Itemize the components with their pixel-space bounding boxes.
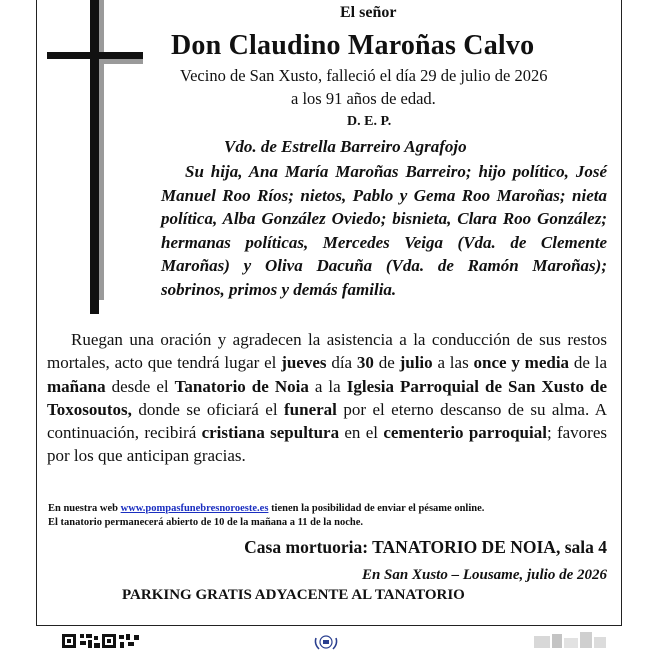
deceased-name: Don Claudino Maroñas Calvo bbox=[171, 30, 535, 61]
anniversary-badge-icon bbox=[313, 632, 339, 650]
service-paragraph: Ruegan una oración y agradecen la asistencia a la conducción de sus restos mortales, acto que tendrá lugar el jueves día 30 de julio a las once y media de la mañana desde el Tanatorio de Noia a la Iglesia Parroquial de San Xusto de Toxosoutos, donde se oficiará el funeral por el eterno descanso de su alma. A continuación, recibirá cristiana sepultura en el cementerio parroquial; favores por los que anticipan gracias. bbox=[47, 330, 608, 466]
cross-icon bbox=[47, 0, 147, 320]
qr-code-icon bbox=[62, 632, 142, 650]
death-detail-line-2: a los 91 años de edad. bbox=[291, 89, 436, 108]
parking-notice: PARKING GRATIS ADYACENTE AL TANATORIO bbox=[122, 587, 465, 603]
website-link[interactable]: www.pompasfunebresnoroeste.es bbox=[120, 503, 269, 514]
mourners-paragraph: Su hija, Ana María Maroñas Barreiro; hijo político, José Manuel Roo Ríos; nietos, Pablo y Gema Roo Maroñas; nieta política, Alba González Oviedo; bisnieta, Clara Roo González; hermanas políticas, Mercedes Veiga (Vda. de Clemente Maroñas) y Oliva Dacuña (Vda. de Ramón Maroñas); sobrinos, primos y demás familia. bbox=[161, 162, 607, 299]
place-date: En San Xusto – Lousame, julio de 2026 bbox=[361, 567, 607, 583]
widow-line: Vdo. de Estrella Barreiro Agrafojo bbox=[224, 137, 467, 156]
casa-mortuoria: Casa mortuoria: TANATORIO DE NOIA, sala 4 bbox=[244, 537, 607, 557]
title-prefix: El señor bbox=[340, 4, 397, 21]
dep-label: D. E. P. bbox=[347, 114, 392, 129]
online-condolence-notice: En nuestra web www.pompasfunebresnoroeste.es tienen la posibilidad de enviar el pésame online. El tanatorio permanecerá abierto de 10 de la mañana a 11 de la noche. bbox=[48, 502, 608, 530]
death-detail-line-1: Vecino de San Xusto, falleció el día 29 de julio de 2026 bbox=[180, 66, 548, 85]
opening-hours: El tanatorio permanecerá abierto de 10 de la mañana a 11 de la noche. bbox=[48, 517, 363, 528]
company-logo-icon bbox=[530, 630, 610, 650]
